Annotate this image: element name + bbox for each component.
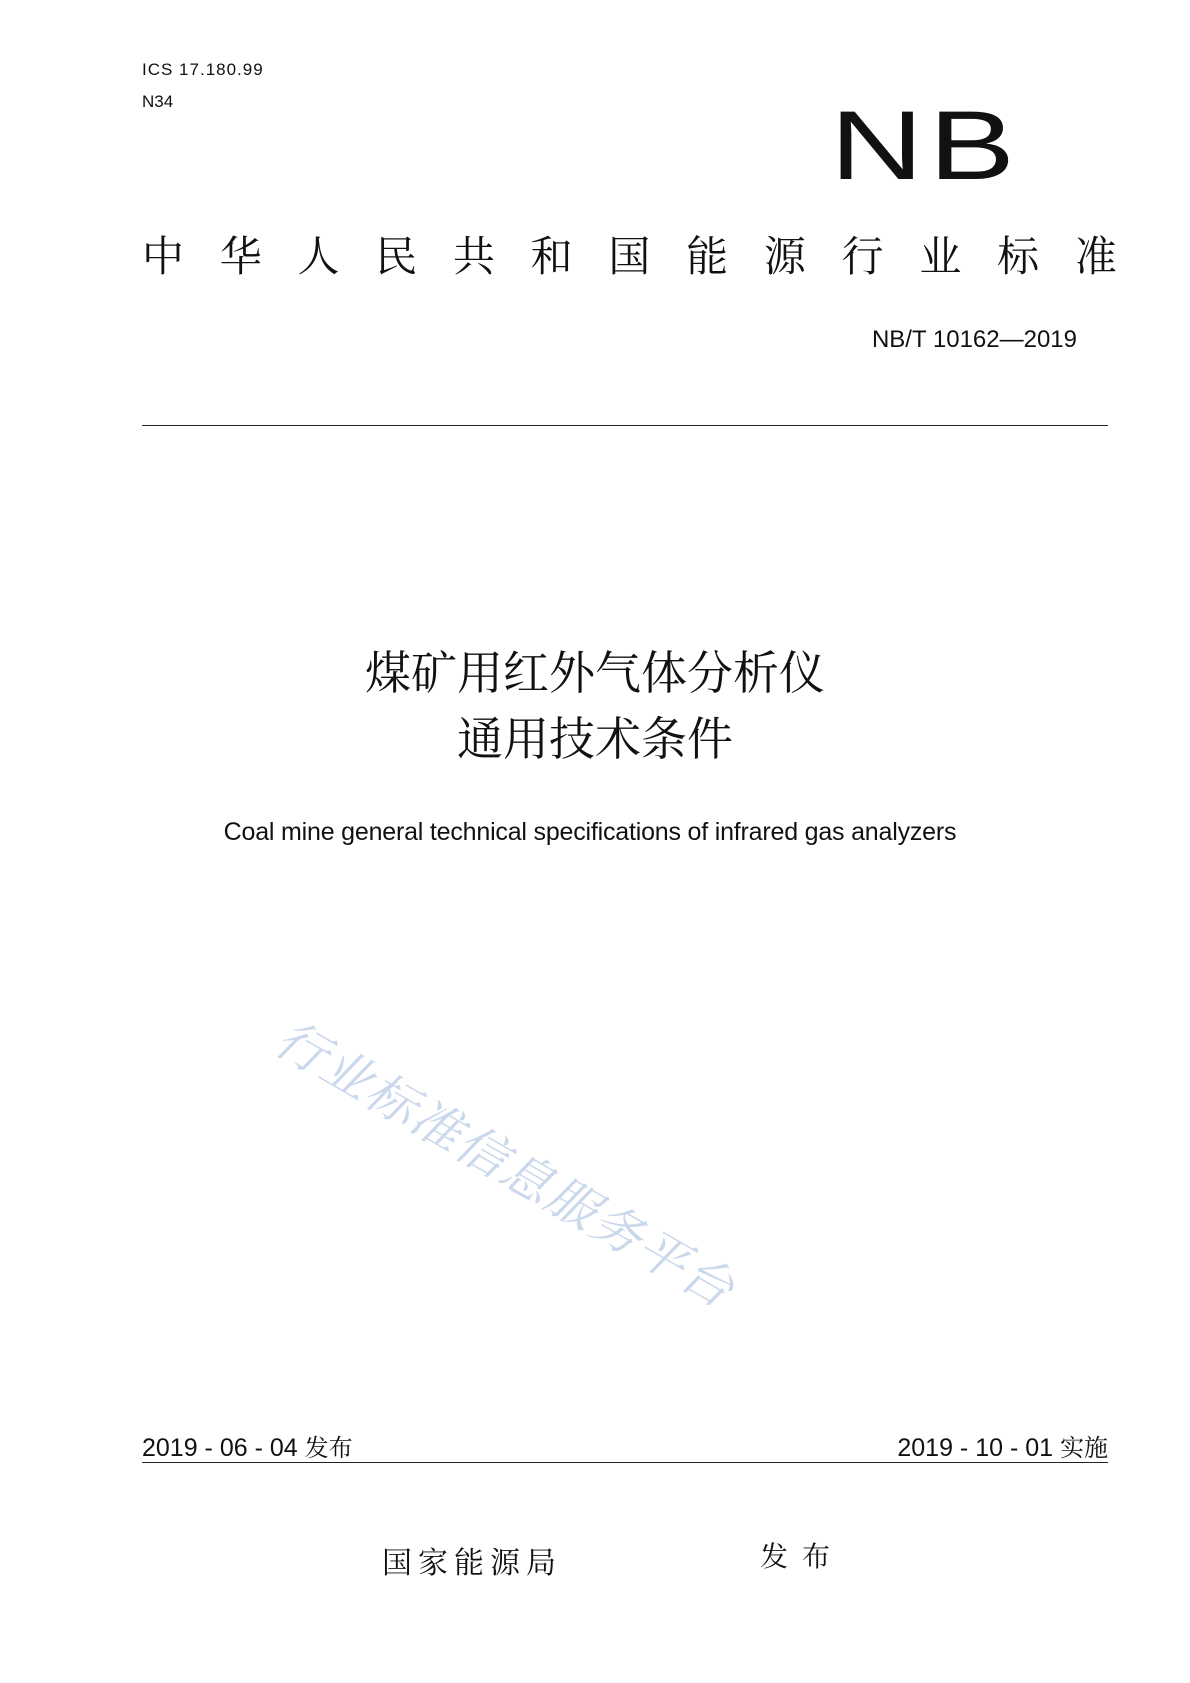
standard-title-char: 标 bbox=[997, 232, 1040, 281]
standard-title-char: 和 bbox=[530, 232, 573, 281]
standard-type-title bbox=[142, 232, 1117, 281]
ics-code: ICS 17.180.99 bbox=[142, 60, 264, 79]
standard-title-char: 国 bbox=[608, 232, 651, 281]
standard-title-char: 共 bbox=[452, 232, 495, 281]
standard-title-char: 能 bbox=[686, 232, 729, 281]
issue-label: 发布 bbox=[760, 1540, 845, 1573]
ccs-code: N34 bbox=[142, 92, 174, 111]
nb-logo: NB bbox=[830, 90, 1021, 200]
publish-label: 发布 bbox=[304, 1434, 353, 1462]
standard-title-char: 中 bbox=[142, 232, 185, 281]
standard-number: NB/T 10162—2019 bbox=[871, 326, 1077, 353]
publish-info bbox=[142, 1428, 353, 1463]
footer-divider bbox=[142, 1462, 1108, 1463]
title-english: Coal mine general technical specifications of infrared gas analyzers bbox=[223, 818, 957, 846]
standard-title-char: 人 bbox=[297, 232, 340, 281]
standard-title-char: 业 bbox=[919, 232, 962, 281]
watermark: 行业标准信息服务平台 bbox=[265, 1009, 745, 1320]
standard-title-char: 华 bbox=[219, 232, 262, 281]
standard-title-char: 准 bbox=[1074, 232, 1117, 281]
implement-info bbox=[897, 1428, 1108, 1463]
standard-title-char: 行 bbox=[841, 232, 884, 281]
document-title bbox=[0, 640, 1190, 772]
implement-date: 2019 - 10 - 01 bbox=[897, 1434, 1054, 1462]
title-cn-line-2: 通用技术条件 bbox=[457, 712, 733, 766]
issuing-authority: 国家能源局 bbox=[382, 1546, 562, 1581]
implement-label: 实施 bbox=[1060, 1434, 1108, 1462]
date-row bbox=[142, 1428, 1108, 1463]
title-cn-line-1: 煤矿用红外气体分析仪 bbox=[365, 646, 825, 700]
header-divider bbox=[142, 425, 1108, 426]
standard-title-char: 民 bbox=[375, 232, 418, 281]
standard-title-char: 源 bbox=[763, 232, 806, 281]
publish-date: 2019 - 06 - 04 bbox=[142, 1434, 298, 1462]
